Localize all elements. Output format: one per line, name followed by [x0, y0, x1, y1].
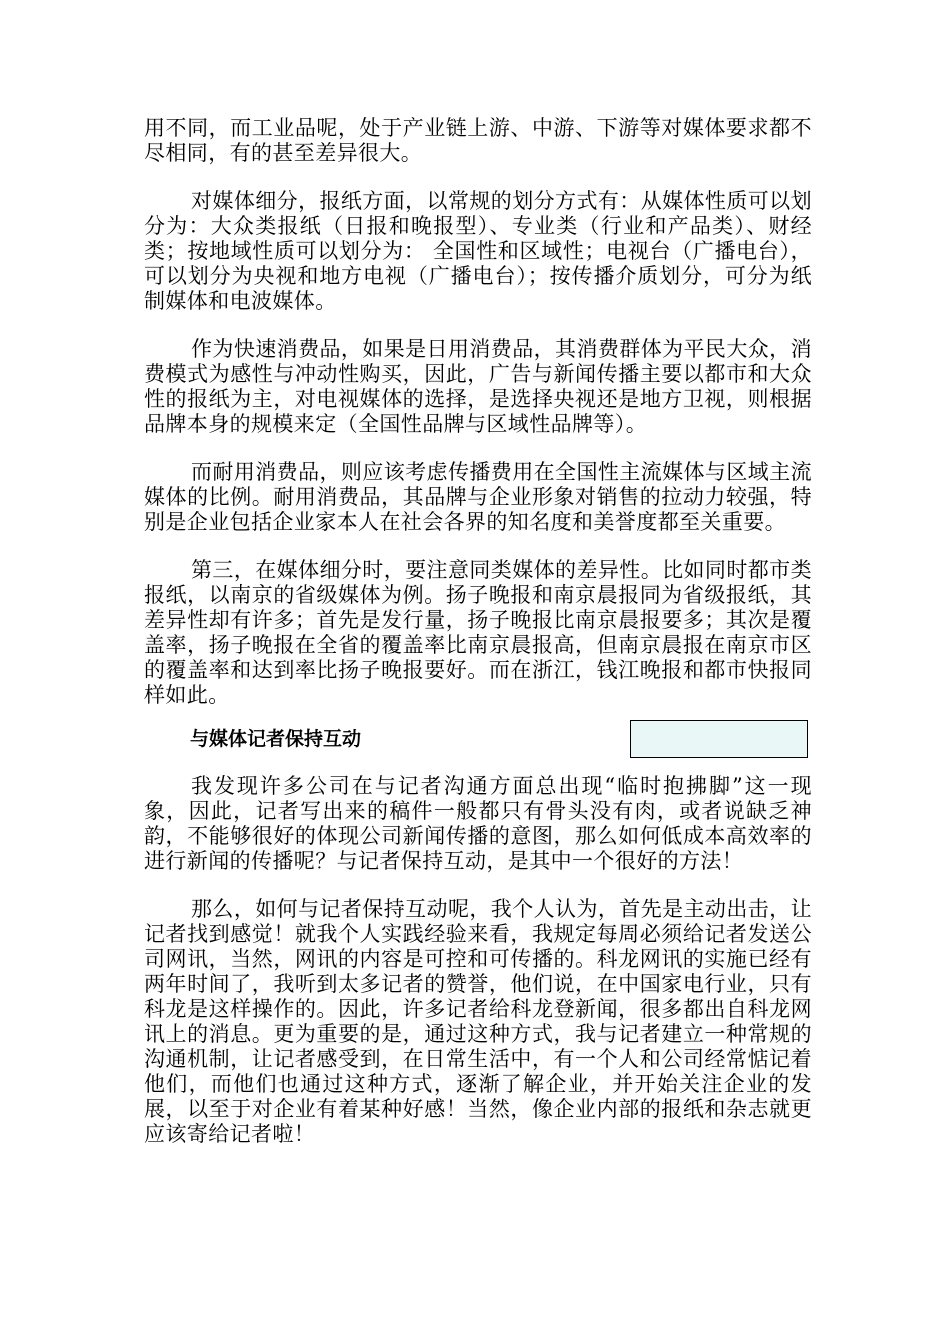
heading-textbox — [630, 720, 808, 758]
paragraph-4: 而耐用消费品，则应该考虑传播费用在全国性主流媒体与区域主流媒体的比例。耐用消费品，其品牌与企业形象对销售的拉动力较强，特别是企业包括企业家本人在社会各界的知名度和美誉度都至关重要。 — [144, 460, 812, 534]
paragraph-6: 我发现许多公司在与记者沟通方面总出现“临时抱拂脚”这一现象，因此，记者写出来的稿件一般都只有骨头没有肉，或者说缺乏神韵，不能够很好的体现公司新闻传播的意图，那么如何低成本高效率的进行新闻的传播呢？与记者保持互动，是其中一个很好的方法！ — [144, 774, 812, 873]
paragraph-1: 用不同，而工业品呢，处于产业链上游、中游、下游等对媒体要求都不尽相同，有的甚至差异很大。 — [144, 116, 812, 165]
paragraph-7: 那么，如何与记者保持互动呢，我个人认为，首先是主动出击，让记者找到感觉！就我个人实践经验来看，我规定每周必须给记者发送公司网讯，当然，网讯的内容是可控和可传播的。科龙网讯的实施已经有两年时间了，我听到太多记者的赞誉，他们说，在中国家电行业，只有科龙是这样操作的。因此，许多记者给科龙登新闻，很多都出自科龙网讯上的消息。更为重要的是，通过这种方式，我与记者建立一种常规的沟通机制，让记者感受到，在日常生活中，有一个人和公司经常惦记着他们，而他们也通过这种方式，逐渐了解企业，并开始关注企业的发展，以至于对企业有着某种好感！当然，像企业内部的报纸和杂志就更应该寄给记者啦！ — [144, 897, 812, 1146]
paragraph-2: 对媒体细分，报纸方面，以常规的划分方式有：从媒体性质可以划分为：大众类报纸（日报和晚报型）、专业类（行业和产品类）、财经类；按地域性质可以划分为： 全国性和区域性；电视台（广播电台），可以划分为央视和地方电视（广播电台）；按传播介质划分，可分为纸制媒体和电波媒体。 — [144, 189, 812, 313]
section-heading: 与媒体记者保持互动 — [190, 728, 362, 750]
document-page — [144, 116, 812, 1147]
paragraph-3: 作为快速消费品，如果是日用消费品，其消费群体为平民大众，消费模式为感性与冲动性购买，因此，广告与新闻传播主要以都市和大众性的报纸为主，对电视媒体的选择，是选择央视还是地方卫视，则根据品牌本身的规模来定（全国性品牌与区域性品牌等）。 — [144, 337, 812, 436]
section-heading-row — [144, 720, 812, 762]
paragraph-5: 第三，在媒体细分时，要注意同类媒体的差异性。比如同时都市类报纸，以南京的省级媒体为例。扬子晚报和南京晨报同为省级报纸，其差异性却有许多；首先是发行量，扬子晚报比南京晨报要多；其次是覆盖率，扬子晚报在全省的覆盖率比南京晨报高，但南京晨报在南京市区的覆盖率和达到率比扬子晚报要好。而在浙江，钱江晚报和都市快报同样如此。 — [144, 558, 812, 707]
